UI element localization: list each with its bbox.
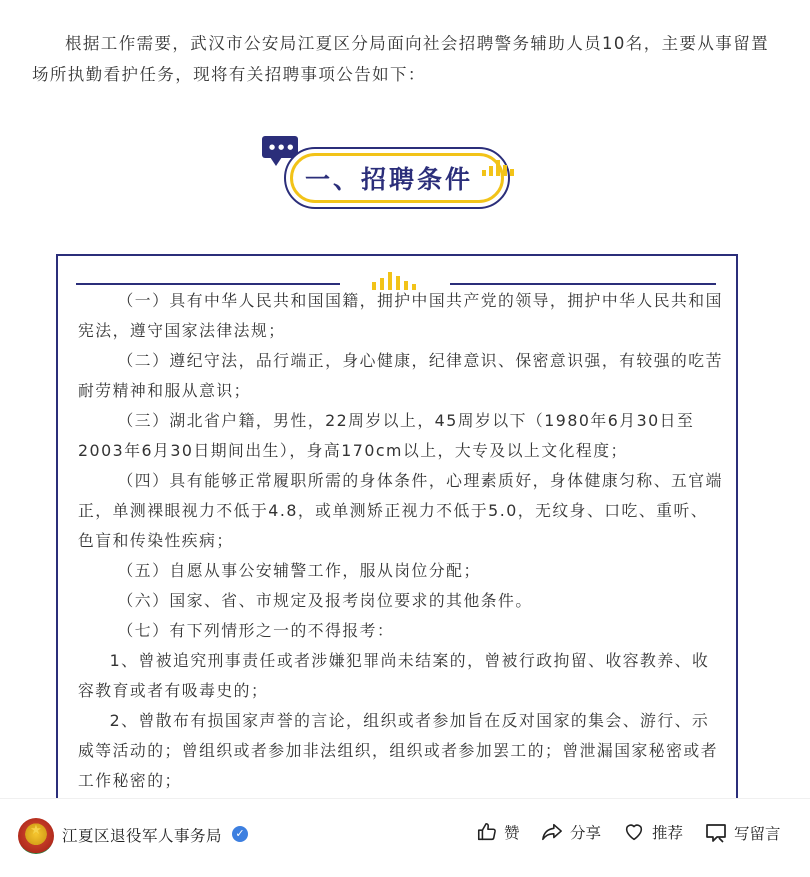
condition-item: （四）具有能够正常履职所需的身体条件，心理素质好，身体健康匀称、五官端正，单测裸眼视力不低于4.8，或单测矫正视力不低于5.0，无纹身、口吃、重听、色盲和传染性疾病； xyxy=(78,471,723,550)
share-icon xyxy=(540,821,564,843)
condition-item: （五）自愿从事公安辅警工作，服从岗位分配； xyxy=(117,561,481,580)
comment-button[interactable] xyxy=(704,821,781,845)
share-button[interactable] xyxy=(540,821,601,843)
comment-icon xyxy=(704,821,728,845)
conditions-box xyxy=(56,254,738,814)
thumbs-up-icon xyxy=(476,821,498,843)
comment-label: 写留言 xyxy=(734,825,781,843)
like-button[interactable] xyxy=(476,821,520,843)
recommend-button[interactable] xyxy=(622,821,683,843)
conditions-content xyxy=(78,286,724,796)
bottom-action-bar xyxy=(0,798,810,877)
section-header xyxy=(262,136,532,212)
heart-icon xyxy=(622,821,646,843)
condition-item: （六）国家、省、市规定及报考岗位要求的其他条件。 xyxy=(117,591,533,610)
exclusion-item: 1、曾被追究刑事责任或者涉嫌犯罪尚未结案的，曾被行政拘留、收容教养、收容教育或者有吸毒史的； xyxy=(78,651,710,700)
account-avatar[interactable]: ★ xyxy=(18,818,54,854)
intro-paragraph: 根据工作需要，武汉市公安局江夏区分局面向社会招聘警务辅助人员10名，主要从事留置场所执勤看护任务，现将有关招聘事项公告如下： xyxy=(32,34,769,84)
right-divider xyxy=(450,283,716,285)
left-divider xyxy=(76,283,340,285)
account-name[interactable]: 江夏区退役军人事务局 xyxy=(62,827,223,845)
condition-item: （七）有下列情形之一的不得报考： xyxy=(117,621,395,640)
chat-bubble-icon: ●●● xyxy=(262,136,298,158)
condition-item: （一）具有中华人民共和国国籍，拥护中国共产党的领导，拥护中华人民共和国宪法，遵守国家法律法规； xyxy=(78,291,723,340)
exclusion-item: 2、曾散布有损国家声誉的言论，组织或者参加旨在反对国家的集会、游行、示威等活动的；曾组织或者参加非法组织，组织或者参加罢工的；曾泄漏国家秘密或者工作秘密的； xyxy=(78,711,718,790)
condition-item: （三）湖北省户籍，男性，22周岁以上，45周岁以下（1980年6月30日至2003年6月30日期间出生），身高170cm以上，大专及以上文化程度； xyxy=(78,411,695,460)
recommend-label: 推荐 xyxy=(652,824,684,842)
share-label: 分享 xyxy=(570,824,602,842)
section-title: 一、招聘条件 xyxy=(304,165,473,194)
condition-item: （二）遵纪守法，品行端正，身心健康，纪律意识、保密意识强，有较强的吃苦耐劳精神和服从意识； xyxy=(78,351,723,400)
section-title-pill xyxy=(284,147,510,209)
like-label: 赞 xyxy=(504,824,520,842)
verified-icon: ✓ xyxy=(232,826,248,842)
